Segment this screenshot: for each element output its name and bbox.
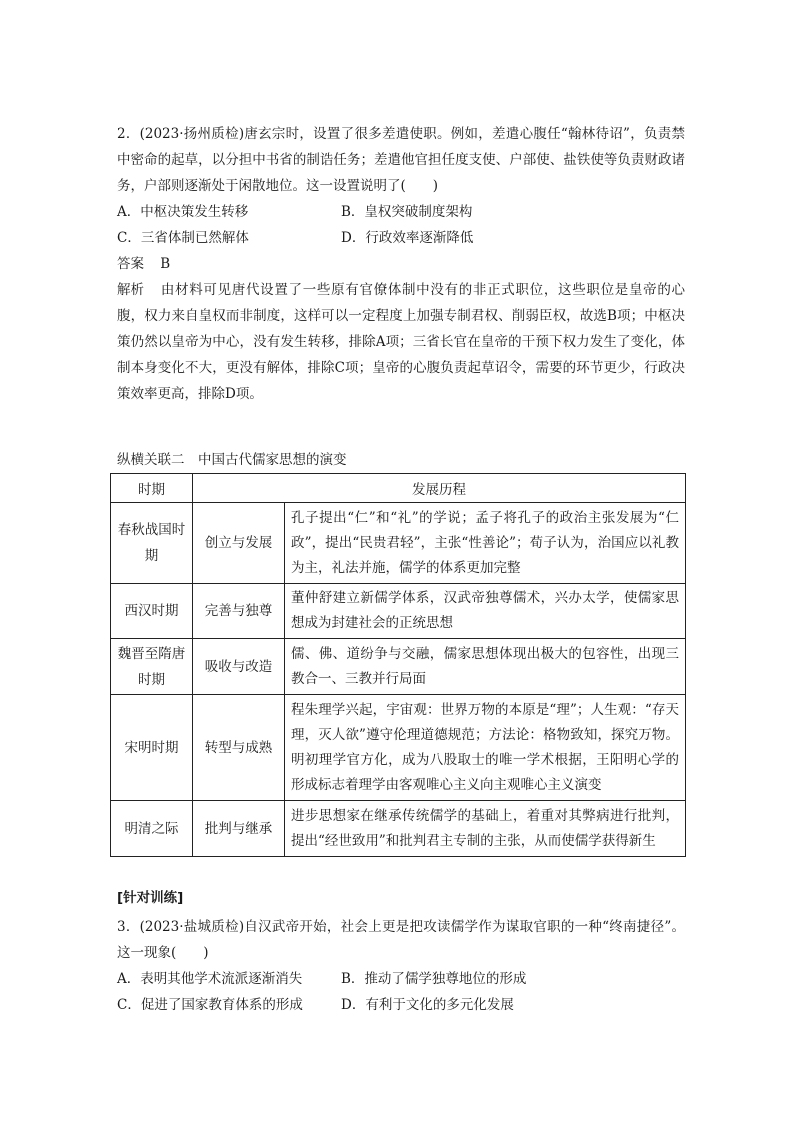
option-a: A．中枢决策发生转移 [117, 204, 249, 220]
answer-label: 答案 [117, 256, 144, 272]
option-b: B．皇权突破制度架构 [341, 204, 473, 220]
question-2-options-row-2 [117, 225, 685, 251]
question-2-stem: 2．(2023·扬州质检)唐玄宗时，设置了很多差遣使职。例如，差遣心腹任“翰林待诏”，负责禁中密命的起草，以分担中书省的制诰任务；差遣他官担任度支使、户部使、盐铁使等负责财政诸务，户部则逐渐处于闲散地位。这一设置说明了( ) [117, 126, 685, 194]
table-row [111, 639, 686, 695]
table-row [111, 503, 686, 584]
header-development: 发展历程 [193, 474, 686, 503]
row-period: 宋明时期 [111, 695, 193, 801]
answer-line [117, 251, 685, 277]
table-header-row [111, 474, 686, 503]
question-2 [117, 121, 685, 407]
row-period: 魏晋至隋唐时期 [111, 639, 193, 695]
row-description: 董仲舒建立新儒学体系，汉武帝独尊儒术，兴办太学，使儒家思想成为封建社会的正统思想 [285, 584, 686, 639]
row-description: 进步思想家在继承传统儒学的基础上，着重对其弊病进行批判，提出“经世致用”和批判君主专制的主张，从而使儒学获得新生 [285, 801, 686, 857]
analysis-label: 解析 [117, 282, 144, 298]
row-stage: 完善与独尊 [193, 584, 285, 639]
option-a: A．表明其他学术流派逐渐消失 [117, 971, 303, 987]
answer-value: B [160, 256, 171, 272]
row-description: 儒、佛、道纷争与交融，儒家思想体现出极大的包容性，出现三教合一、三教并行局面 [285, 639, 686, 695]
option-d: D．有利于文化的多元化发展 [341, 997, 514, 1013]
table-row [111, 801, 686, 857]
analysis-text: 由材料可见唐代设置了一些原有官僚体制中没有的非正式职位，这些职位是皇帝的心腹，权力来自皇权而非制度，这样可以一定程度上加强专制君权、削弱臣权，故选B项；中枢决策仍然以皇帝为中心，没有发生转移，排除A项；三省长官在皇帝的干预下权力发生了变化，体制本身变化不大，更没有解体，排除C项；皇帝的心腹负责起草诏令，需要的环节更少，行政决策效率更高，排除D项。 [117, 282, 685, 402]
row-period: 春秋战国时期 [111, 503, 193, 584]
row-stage: 吸收与改造 [193, 639, 285, 695]
row-stage: 批判与继承 [193, 801, 285, 857]
option-c: C．三省体制已然解体 [117, 230, 249, 246]
row-description: 孔子提出“仁”和“礼”的学说；孟子将孔子的政治主张发展为“仁政”，提出“民贵君轻”，主张“性善论”；荀子认为，治国应以礼教为主，礼法并施，儒学的体系更加完整 [285, 503, 686, 584]
question-3-stem: 3．(2023·盐城质检)自汉武帝开始，社会上更是把攻读儒学作为谋取官职的一种“终南捷径”。这一现象( ) [117, 919, 685, 961]
section-title: 纵横关联二 中国古代儒家思想的演变 [117, 452, 347, 468]
practice-title: [针对训练] [117, 890, 184, 906]
row-description: 程朱理学兴起，宇宙观：世界万物的本原是“理”；人生观：“存天理，灭人欲”遵守伦理道德规范；方法论：格物致知，探究万物。明初理学官方化，成为八股取士的唯一学术根据，王阳明心学的形成标志着理学由客观唯心主义向主观唯心主义演变 [285, 695, 686, 801]
option-d: D．行政效率逐渐降低 [341, 230, 474, 246]
table-row [111, 695, 686, 801]
analysis-paragraph [117, 277, 685, 407]
question-3 [117, 914, 685, 1018]
option-c: C．促进了国家教育体系的形成 [117, 997, 303, 1013]
row-stage: 创立与发展 [193, 503, 285, 584]
question-2-options-row-1 [117, 199, 685, 225]
row-stage: 转型与成熟 [193, 695, 285, 801]
option-b: B．推动了儒学独尊地位的形成 [341, 971, 527, 987]
question-3-options-row-2 [117, 992, 685, 1018]
row-period: 明清之际 [111, 801, 193, 857]
table-row [111, 584, 686, 639]
question-3-options-row-1 [117, 966, 685, 992]
confucianism-evolution-table [110, 473, 686, 857]
header-period: 时期 [111, 474, 193, 503]
row-period: 西汉时期 [111, 584, 193, 639]
